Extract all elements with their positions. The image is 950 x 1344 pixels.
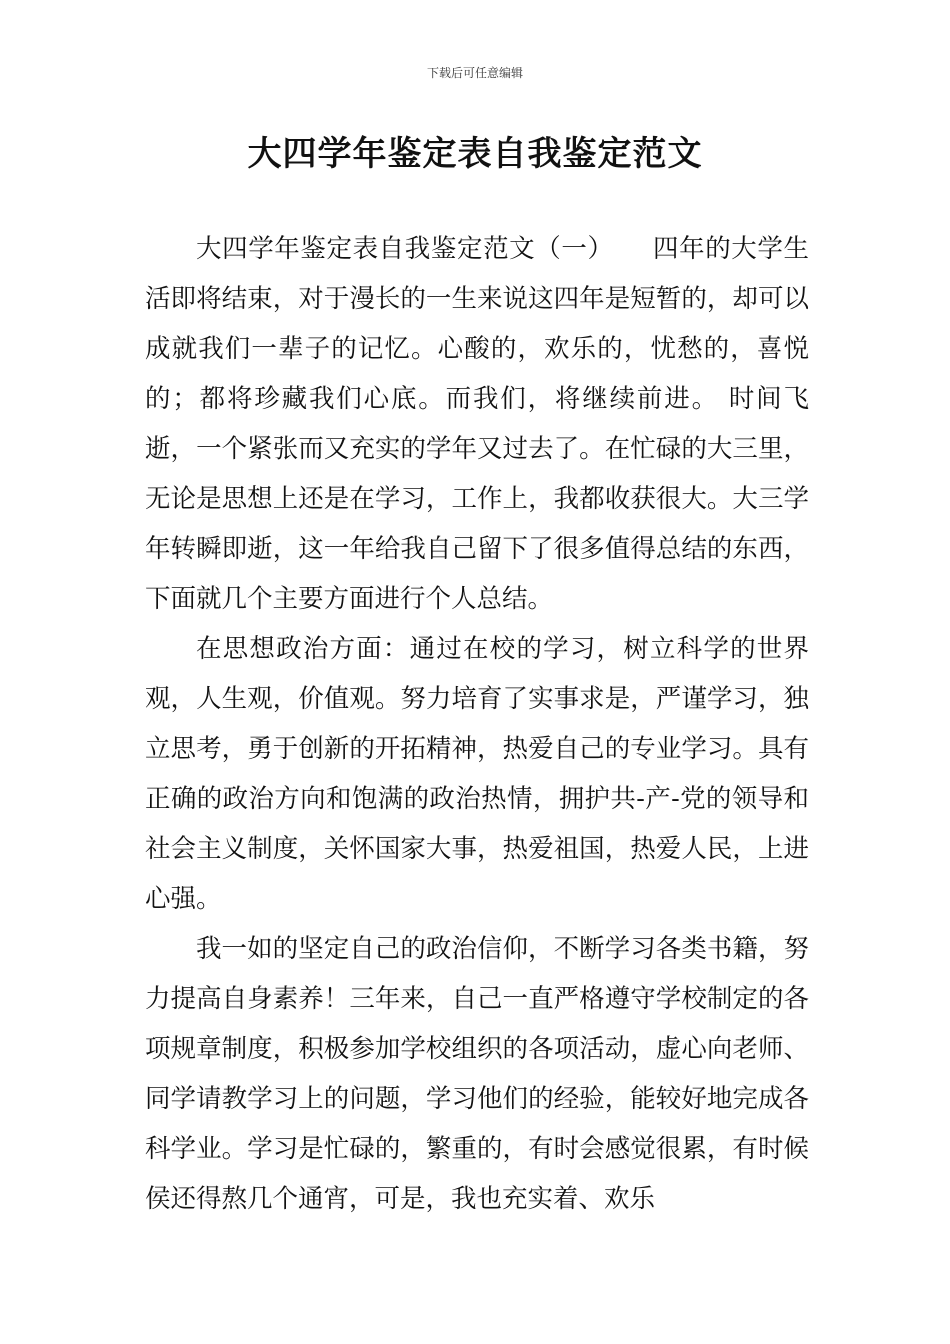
document-body	[145, 224, 809, 1224]
paragraph-3: 我一如的坚定自己的政治信仰，不断学习各类书籍，努力提高自身素养！三年来，自己一直严格遵守学校制定的各项规章制度，积极参加学校组织的各项活动，虚心向老师、同学请教学习上的问题，学习他们的经验，能较好地完成各科学业。学习是忙碌的，繁重的，有时会感觉很累，有时候侯还得熬几个通宵，可是，我也充实着、欢乐	[145, 934, 809, 1214]
paragraph-2: 在思想政治方面：通过在校的学习，树立科学的世界观，人生观，价值观。努力培育了实事求是，严谨学习，独立思考，勇于创新的开拓精神，热爱自己的专业学习。具有正确的政治方向和饱满的政治热情，拥护共-产-党的领导和社会主义制度，关怀国家大事，热爱祖国，热爱人民，上进心强。	[145, 634, 809, 914]
document-title: 大四学年鉴定表自我鉴定范文	[247, 134, 703, 174]
header-note: 下载后可任意编辑	[426, 66, 523, 80]
paragraph-1: 大四学年鉴定表自我鉴定范文（一） 四年的大学生活即将结束，对于漫长的一生来说这四年是短暂的，却可以成就我们一辈子的记忆。心酸的，欢乐的，忧愁的，喜悦的；都将珍藏我们心底。而我们，将继续前进。 时间飞逝，一个紧张而又充实的学年又过去了。在忙碌的大三里，无论是思想上还是在学习，工作上，我都收获很大。大三学年转瞬即逝，这一年给我自己留下了很多值得总结的东西，下面就几个主要方面进行个人总结。	[145, 234, 809, 614]
